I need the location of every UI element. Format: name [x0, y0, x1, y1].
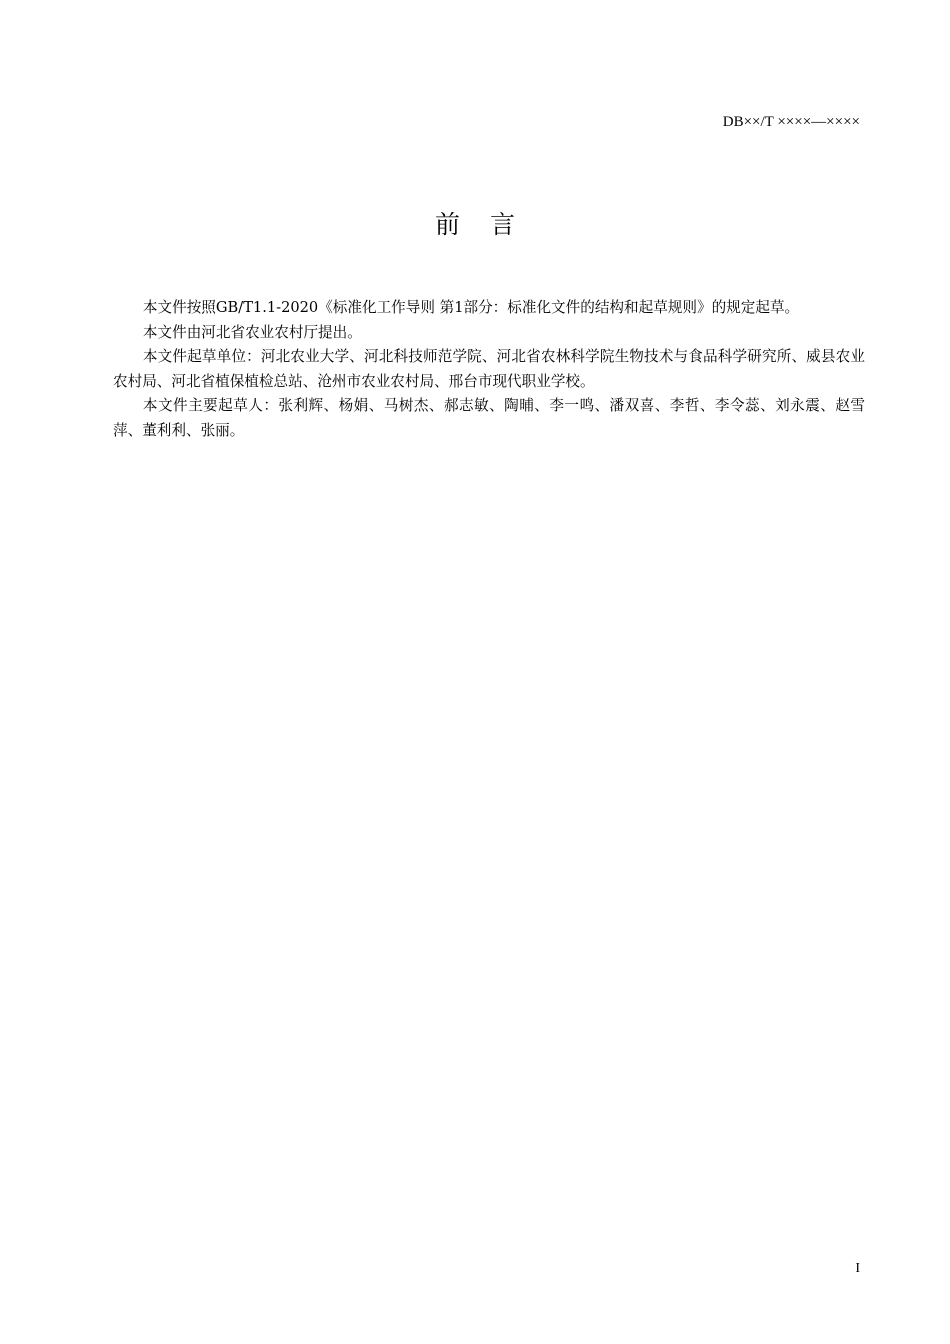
paragraph-proposer: 本文件由河北省农业农村厅提出。 — [142, 323, 362, 341]
paragraph-drafting-basis: 本文件按照GB/T1.1-2020《标准化工作导则 第1部分：标准化文件的结构和起草规则》的规定起草。 — [142, 299, 800, 316]
paragraph-drafting-units: 本文件起草单位：河北农业大学、河北科技师范学院、河北省农林科学院生物技术与食品科学研究所、威县农业农村局、河北省植保植检总站、沧州市农业农村局、邢台市现代职业学校。 — [113, 348, 865, 390]
standard-code-header: DB××/T ××××—×××× — [722, 114, 860, 130]
foreword-body — [113, 296, 865, 443]
page-number: I — [855, 1261, 860, 1276]
paragraph-main-drafters: 本文件主要起草人：张利辉、杨娟、马树杰、郝志敏、陶晡、李一鸣、潘双喜、李哲、李令蕊、刘永震、赵雪萍、董利利、张丽。 — [113, 397, 865, 439]
page-title: 前言 — [434, 210, 545, 239]
